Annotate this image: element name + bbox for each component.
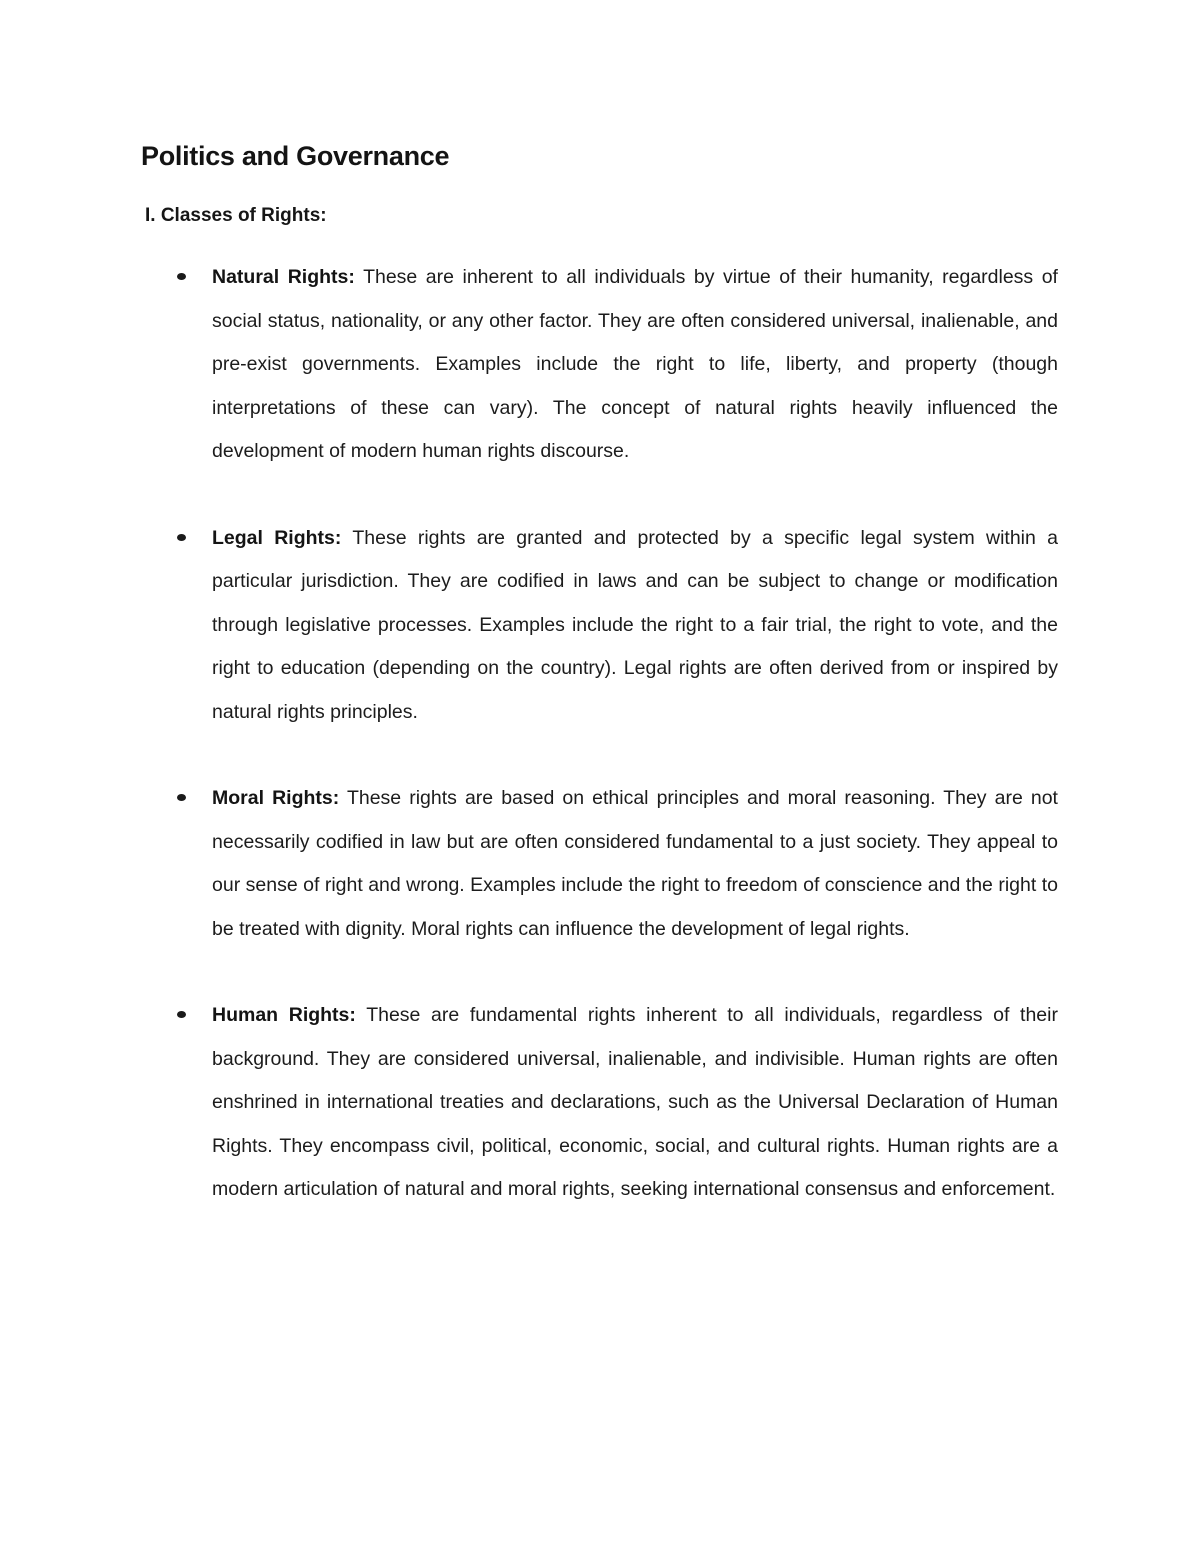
right-term: Natural Rights: [212, 266, 355, 288]
list-item-text [212, 256, 1058, 474]
bullet-icon [177, 794, 186, 801]
right-description: These are inherent to all individuals by virtue of their humanity, regardless of social status, nationality, or any other factor. They are often considered universal, inalienable, and pre-exist governments. Examples include the right to life, liberty, and property (though interpretations of these can vary). The concept of natural rights heavily influenced the development of modern human rights discourse. [212, 266, 1058, 462]
bullet-icon [177, 534, 186, 541]
document-title: Politics and Governance [141, 141, 450, 171]
right-term: Human Rights: [212, 1004, 356, 1026]
list-item-legal-rights [0, 517, 1200, 735]
right-description: These rights are based on ethical principles and moral reasoning. They are not necessarily codified in law but are often considered fundamental to a just society. They appeal to our sense of right and wrong. Examples include the right to freedom of conscience and the right to be treated with dignity. Moral rights can influence the development of legal rights. [212, 787, 1058, 940]
right-term: Legal Rights: [212, 526, 342, 549]
section-heading: I. Classes of Rights: [145, 205, 327, 226]
bullet-icon [177, 273, 186, 280]
bullet-icon [177, 1011, 186, 1018]
list-item-moral-rights [0, 777, 1200, 951]
right-description: These are fundamental rights inherent to all individuals, regardless of their background. They are considered universal, inalienable, and indivisible. Human rights are often enshrined in international treaties and declarations, such as the Universal Declaration of Human Rights. They encompass civil, political, economic, social, and cultural rights. Human rights are a modern articulation of natural and moral rights, seeking international consensus and enforcement. [212, 1004, 1058, 1200]
list-item-text [212, 517, 1058, 735]
list-item-natural-rights [0, 256, 1200, 474]
right-description: These rights are granted and protected by a specific legal system within a particular jurisdiction. They are codified in laws and can be subject to change or modification through legislative processes. Examples include the right to a fair trial, the right to vote, and the right to education (depending on the country). Legal rights are often derived from or inspired by natural rights principles. [212, 526, 1058, 723]
list-item-human-rights [0, 994, 1200, 1212]
rights-list [0, 256, 1200, 1255]
list-item-text [212, 777, 1058, 951]
list-item-text [212, 994, 1058, 1212]
right-term: Moral Rights: [212, 787, 340, 809]
